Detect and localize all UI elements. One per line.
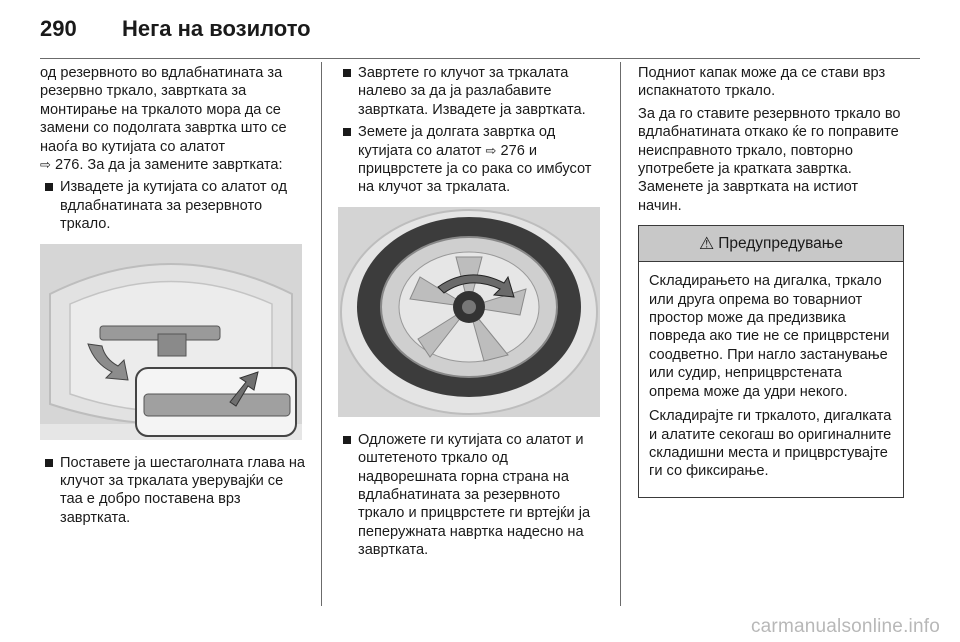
page-reference: 276 и bbox=[500, 142, 538, 159]
warning-box bbox=[638, 225, 904, 497]
column-divider-1 bbox=[321, 62, 322, 606]
warning-triangle-icon: ⚠ bbox=[698, 233, 715, 253]
page-number: 290 bbox=[40, 16, 77, 41]
paragraph: За да го ставите резервното тркало во вдлабнатината откако ќе го поправите неисправното тркало, повторно употребете ја кратката завртка. Заменете ја завртката на истиот начин. bbox=[638, 105, 901, 214]
watermark: carmanualsonline.info bbox=[750, 616, 940, 637]
warning-paragraph: Складирањето на дигалка, тркало или друга опрема во товарниот простор може да предизвика повреда ако тие не се прицврстени соодветно. При нагло застанување или судир, неприцврстената опрема може да удри некого. bbox=[649, 273, 890, 400]
column-2 bbox=[338, 64, 608, 564]
list-item: Земете ја долгата завртка од кутијата со алатот ⇨ 276 и прицврстете ја со рака со имбусот на клучот за тркалата. bbox=[338, 123, 608, 197]
arrow-icon: ⇨ bbox=[40, 157, 51, 173]
arrow-icon: ⇨ bbox=[485, 142, 497, 158]
list-item: Одложете ги кутијата со алатот и оштетеното тркало од надворешната горна страна на вдлабнатината за резервното тркало и прицврстете ги вртејќи ја пеперужната навртка надесно на завртката. bbox=[338, 431, 608, 560]
column-divider-2 bbox=[620, 62, 621, 606]
list-item: Извадете ја кутијата со алатот од вдлабнатината за резервното тркало. bbox=[40, 178, 306, 233]
spare-wheel-illustration bbox=[338, 207, 600, 417]
column-1 bbox=[40, 64, 306, 531]
warning-header bbox=[639, 226, 903, 262]
page-reference: 276. За да ја замените завртката: bbox=[54, 157, 283, 174]
list-item: Поставете ја шестаголната глава на клучот за тркалата уверувајќи се таа е добро поставена врз завртката. bbox=[40, 454, 306, 528]
paragraph: Подниот капак може да се стави врз испакнатото тркало. bbox=[638, 65, 886, 100]
header-divider bbox=[40, 58, 920, 59]
toolbox-removal-illustration bbox=[40, 244, 302, 440]
list-item: Завртете го клучот за тркалата налево за да ја разлабавите завртката. Извадете ја завртката. bbox=[338, 64, 608, 119]
intro-paragraph: од резервното во вдлабнатината за резервно тркало, завртката за монтирање на тркалото мора да се замени со подолгата завртка што се наоѓа во кутијата со алатот ⇨ 276. За да ја замените завртката: bbox=[40, 65, 287, 174]
page-header bbox=[40, 16, 311, 46]
column-3 bbox=[638, 64, 904, 498]
warning-title: Предупредување bbox=[718, 234, 844, 252]
page-title: Нега на возилото bbox=[122, 16, 311, 41]
warning-body bbox=[639, 262, 903, 496]
warning-paragraph: Складирајте ги тркалото, дигалката и алатите секогаш во оригиналните складишни места и прицврстувајте ги со фиксирање. bbox=[649, 408, 892, 480]
